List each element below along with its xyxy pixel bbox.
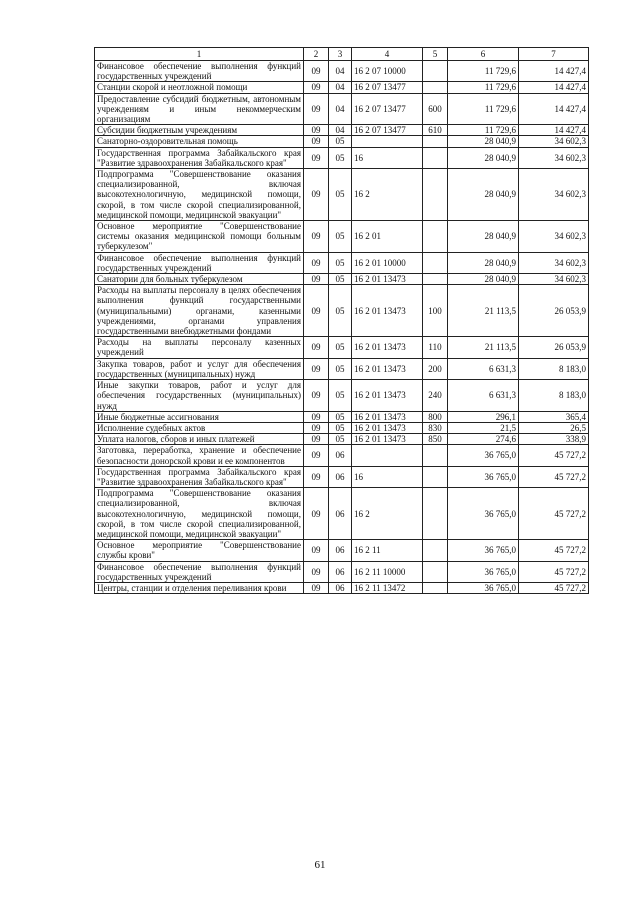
expense-type-cell <box>423 221 448 253</box>
amount-year2-cell: 34 602,3 <box>519 221 589 253</box>
row-name-cell: Иные бюджетные ассигнования <box>95 411 304 422</box>
amount-year2-cell: 26 053,9 <box>519 285 589 337</box>
table-row <box>95 488 589 540</box>
budget-table <box>94 47 589 594</box>
row-name-cell: Основное мероприятие "Совершенствование системы оказания медицинской помощи больным туберкулезом" <box>95 221 304 253</box>
row-name-cell: Расходы на выплаты персоналу в целях обеспечения выполнения функций государственными (муниципальными) органами, казенными учреждениями, органами управления государственными внебюджетными фондами <box>95 285 304 337</box>
amount-year1-cell: 28 040,9 <box>448 147 519 168</box>
target-article-cell: 16 2 01 <box>352 221 423 253</box>
target-article-cell: 16 <box>352 147 423 168</box>
amount-year2-cell: 34 602,3 <box>519 147 589 168</box>
table-row <box>95 422 589 433</box>
table-row <box>95 61 589 82</box>
amount-year2-cell: 365,4 <box>519 411 589 422</box>
target-article-cell: 16 2 07 13477 <box>352 82 423 93</box>
amount-year1-cell: 11 729,6 <box>448 125 519 136</box>
expense-type-cell: 850 <box>423 434 448 445</box>
row-name-cell: Основное мероприятие "Совершенствование службы крови" <box>95 540 304 561</box>
header-cell: 3 <box>329 48 352 61</box>
section-code-cell: 09 <box>304 488 329 540</box>
amount-year1-cell: 274,6 <box>448 434 519 445</box>
target-article-cell: 16 2 11 13472 <box>352 582 423 593</box>
amount-year1-cell: 11 729,6 <box>448 82 519 93</box>
amount-year1-cell: 28 040,9 <box>448 221 519 253</box>
amount-year2-cell: 338,9 <box>519 434 589 445</box>
target-article-cell: 16 2 <box>352 169 423 221</box>
section-code-cell: 09 <box>304 422 329 433</box>
amount-year2-cell: 14 427,4 <box>519 61 589 82</box>
expense-type-cell: 240 <box>423 380 448 412</box>
target-article-cell: 16 2 11 10000 <box>352 561 423 582</box>
expense-type-cell <box>423 82 448 93</box>
header-cell: 2 <box>304 48 329 61</box>
section-code-cell: 09 <box>304 274 329 285</box>
section-code-cell: 09 <box>304 582 329 593</box>
row-name-cell: Расходы на выплаты персоналу казенных учреждений <box>95 337 304 358</box>
target-article-cell: 16 2 01 13473 <box>352 285 423 337</box>
target-article-cell <box>352 136 423 147</box>
section-code-cell: 09 <box>304 445 329 466</box>
expense-type-cell <box>423 252 448 273</box>
expense-type-cell <box>423 445 448 466</box>
row-name-cell: Субсидии бюджетным учреждениям <box>95 125 304 136</box>
subsection-code-cell: 06 <box>329 445 352 466</box>
subsection-code-cell: 05 <box>329 136 352 147</box>
amount-year1-cell: 6 631,3 <box>448 358 519 379</box>
subsection-code-cell: 06 <box>329 540 352 561</box>
section-code-cell: 09 <box>304 136 329 147</box>
row-name-cell: Государственная программа Забайкальского края "Развитие здравоохранения Забайкальского края" <box>95 466 304 487</box>
table-row <box>95 540 589 561</box>
amount-year2-cell: 14 427,4 <box>519 93 589 125</box>
header-cell: 5 <box>423 48 448 61</box>
subsection-code-cell: 04 <box>329 93 352 125</box>
amount-year1-cell: 21 113,5 <box>448 337 519 358</box>
section-code-cell: 09 <box>304 380 329 412</box>
amount-year2-cell: 45 727,2 <box>519 488 589 540</box>
expense-type-cell <box>423 274 448 285</box>
amount-year2-cell: 45 727,2 <box>519 582 589 593</box>
amount-year2-cell: 8 183,0 <box>519 358 589 379</box>
row-name-cell: Станции скорой и неотложной помощи <box>95 82 304 93</box>
section-code-cell: 09 <box>304 434 329 445</box>
expense-type-cell <box>423 540 448 561</box>
target-article-cell: 16 2 <box>352 488 423 540</box>
row-name-cell: Подпрограмма "Совершенствование оказания специализированной, включая высокотехнологичную, медицинской помощи, скорой, в том числе скорой специализированной, медицинской помощи, медицинской эвакуации" <box>95 488 304 540</box>
amount-year1-cell: 21,5 <box>448 422 519 433</box>
section-code-cell: 09 <box>304 411 329 422</box>
expense-type-cell <box>423 561 448 582</box>
table-row <box>95 252 589 273</box>
target-article-cell: 16 2 11 <box>352 540 423 561</box>
table-row <box>95 221 589 253</box>
section-code-cell: 09 <box>304 561 329 582</box>
amount-year2-cell: 34 602,3 <box>519 252 589 273</box>
section-code-cell: 09 <box>304 466 329 487</box>
target-article-cell: 16 2 07 10000 <box>352 61 423 82</box>
row-name-cell: Финансовое обеспечение выполнения функций государственных учреждений <box>95 561 304 582</box>
table-row <box>95 466 589 487</box>
target-article-cell: 16 2 01 13473 <box>352 337 423 358</box>
expense-type-cell: 610 <box>423 125 448 136</box>
table-row <box>95 147 589 168</box>
section-code-cell: 09 <box>304 169 329 221</box>
amount-year1-cell: 28 040,9 <box>448 169 519 221</box>
section-code-cell: 09 <box>304 61 329 82</box>
subsection-code-cell: 05 <box>329 274 352 285</box>
subsection-code-cell: 05 <box>329 422 352 433</box>
header-cell: 6 <box>448 48 519 61</box>
expense-type-cell <box>423 466 448 487</box>
row-name-cell: Финансовое обеспечение выполнения функций государственных учреждений <box>95 252 304 273</box>
row-name-cell: Центры, станции и отделения переливания крови <box>95 582 304 593</box>
table-row <box>95 169 589 221</box>
section-code-cell: 09 <box>304 285 329 337</box>
target-article-cell: 16 2 01 13473 <box>352 274 423 285</box>
section-code-cell: 09 <box>304 82 329 93</box>
expense-type-cell <box>423 136 448 147</box>
row-name-cell: Санаторно-оздоровительная помощь <box>95 136 304 147</box>
subsection-code-cell: 04 <box>329 125 352 136</box>
subsection-code-cell: 05 <box>329 380 352 412</box>
target-article-cell: 16 2 01 13473 <box>352 411 423 422</box>
table-row <box>95 380 589 412</box>
header-cell: 7 <box>519 48 589 61</box>
row-name-cell: Закупка товаров, работ и услуг для обеспечения государственных (муниципальных) нужд <box>95 358 304 379</box>
expense-type-cell: 110 <box>423 337 448 358</box>
target-article-cell: 16 2 07 13477 <box>352 125 423 136</box>
table-row <box>95 582 589 593</box>
table-row <box>95 82 589 93</box>
amount-year1-cell: 6 631,3 <box>448 380 519 412</box>
section-code-cell: 09 <box>304 358 329 379</box>
amount-year2-cell: 26 053,9 <box>519 337 589 358</box>
target-article-cell: 16 2 01 13473 <box>352 422 423 433</box>
amount-year1-cell: 21 113,5 <box>448 285 519 337</box>
amount-year1-cell: 36 765,0 <box>448 540 519 561</box>
amount-year2-cell: 45 727,2 <box>519 540 589 561</box>
table-row <box>95 125 589 136</box>
header-cell: 4 <box>352 48 423 61</box>
target-article-cell <box>352 445 423 466</box>
expense-type-cell <box>423 147 448 168</box>
table-row <box>95 93 589 125</box>
amount-year1-cell: 296,1 <box>448 411 519 422</box>
subsection-code-cell: 05 <box>329 169 352 221</box>
subsection-code-cell: 05 <box>329 285 352 337</box>
amount-year1-cell: 28 040,9 <box>448 274 519 285</box>
expense-type-cell <box>423 169 448 221</box>
row-name-cell: Финансовое обеспечение выполнения функций государственных учреждений <box>95 61 304 82</box>
table-row <box>95 434 589 445</box>
table-row <box>95 274 589 285</box>
subsection-code-cell: 06 <box>329 488 352 540</box>
expense-type-cell <box>423 488 448 540</box>
row-name-cell: Предоставление субсидий бюджетным, автономным учреждениям и иным некоммерческим организациям <box>95 93 304 125</box>
amount-year2-cell: 45 727,2 <box>519 445 589 466</box>
amount-year2-cell: 8 183,0 <box>519 380 589 412</box>
row-name-cell: Уплата налогов, сборов и иных платежей <box>95 434 304 445</box>
amount-year1-cell: 36 765,0 <box>448 466 519 487</box>
amount-year2-cell: 14 427,4 <box>519 82 589 93</box>
section-code-cell: 09 <box>304 540 329 561</box>
subsection-code-cell: 06 <box>329 466 352 487</box>
amount-year1-cell: 11 729,6 <box>448 93 519 125</box>
target-article-cell: 16 2 01 13473 <box>352 434 423 445</box>
header-cell: 1 <box>95 48 304 61</box>
subsection-code-cell: 05 <box>329 252 352 273</box>
target-article-cell: 16 2 07 13477 <box>352 93 423 125</box>
amount-year1-cell: 36 765,0 <box>448 582 519 593</box>
table-row <box>95 285 589 337</box>
subsection-code-cell: 04 <box>329 82 352 93</box>
table-row <box>95 411 589 422</box>
amount-year1-cell: 36 765,0 <box>448 488 519 540</box>
subsection-code-cell: 05 <box>329 147 352 168</box>
subsection-code-cell: 04 <box>329 61 352 82</box>
subsection-code-cell: 06 <box>329 582 352 593</box>
amount-year1-cell: 11 729,6 <box>448 61 519 82</box>
expense-type-cell <box>423 582 448 593</box>
target-article-cell: 16 2 01 13473 <box>352 380 423 412</box>
row-name-cell: Государственная программа Забайкальского края "Развитие здравоохранения Забайкальского края" <box>95 147 304 168</box>
subsection-code-cell: 05 <box>329 358 352 379</box>
row-name-cell: Заготовка, переработка, хранение и обеспечение безопасности донорской крови и ее компонентов <box>95 445 304 466</box>
subsection-code-cell: 05 <box>329 337 352 358</box>
section-code-cell: 09 <box>304 337 329 358</box>
expense-type-cell: 100 <box>423 285 448 337</box>
amount-year2-cell: 45 727,2 <box>519 561 589 582</box>
amount-year2-cell: 45 727,2 <box>519 466 589 487</box>
amount-year2-cell: 34 602,3 <box>519 136 589 147</box>
expense-type-cell: 830 <box>423 422 448 433</box>
target-article-cell: 16 <box>352 466 423 487</box>
expense-type-cell: 600 <box>423 93 448 125</box>
subsection-code-cell: 05 <box>329 221 352 253</box>
expense-type-cell: 200 <box>423 358 448 379</box>
subsection-code-cell: 05 <box>329 434 352 445</box>
amount-year2-cell: 14 427,4 <box>519 125 589 136</box>
subsection-code-cell: 06 <box>329 561 352 582</box>
table-header-row <box>95 48 589 61</box>
amount-year2-cell: 34 602,3 <box>519 169 589 221</box>
section-code-cell: 09 <box>304 125 329 136</box>
table-row <box>95 445 589 466</box>
target-article-cell: 16 2 01 10000 <box>352 252 423 273</box>
amount-year1-cell: 36 765,0 <box>448 561 519 582</box>
table-row <box>95 337 589 358</box>
amount-year1-cell: 36 765,0 <box>448 445 519 466</box>
amount-year2-cell: 26,5 <box>519 422 589 433</box>
section-code-cell: 09 <box>304 252 329 273</box>
table-row <box>95 136 589 147</box>
amount-year2-cell: 34 602,3 <box>519 274 589 285</box>
expense-type-cell: 800 <box>423 411 448 422</box>
section-code-cell: 09 <box>304 147 329 168</box>
subsection-code-cell: 05 <box>329 411 352 422</box>
row-name-cell: Исполнение судебных актов <box>95 422 304 433</box>
row-name-cell: Санатории для больных туберкулезом <box>95 274 304 285</box>
row-name-cell: Подпрограмма "Совершенствование оказания специализированной, включая высокотехнологичную, медицинской помощи, скорой, в том числе скорой специализированной, медицинской помощи, медицинской эвакуации" <box>95 169 304 221</box>
amount-year1-cell: 28 040,9 <box>448 136 519 147</box>
table-row <box>95 358 589 379</box>
table-row <box>95 561 589 582</box>
page-number: 61 <box>314 859 326 871</box>
row-name-cell: Иные закупки товаров, работ и услуг для обеспечения государственных (муниципальных) нужд <box>95 380 304 412</box>
amount-year1-cell: 28 040,9 <box>448 252 519 273</box>
section-code-cell: 09 <box>304 221 329 253</box>
target-article-cell: 16 2 01 13473 <box>352 358 423 379</box>
expense-type-cell <box>423 61 448 82</box>
section-code-cell: 09 <box>304 93 329 125</box>
